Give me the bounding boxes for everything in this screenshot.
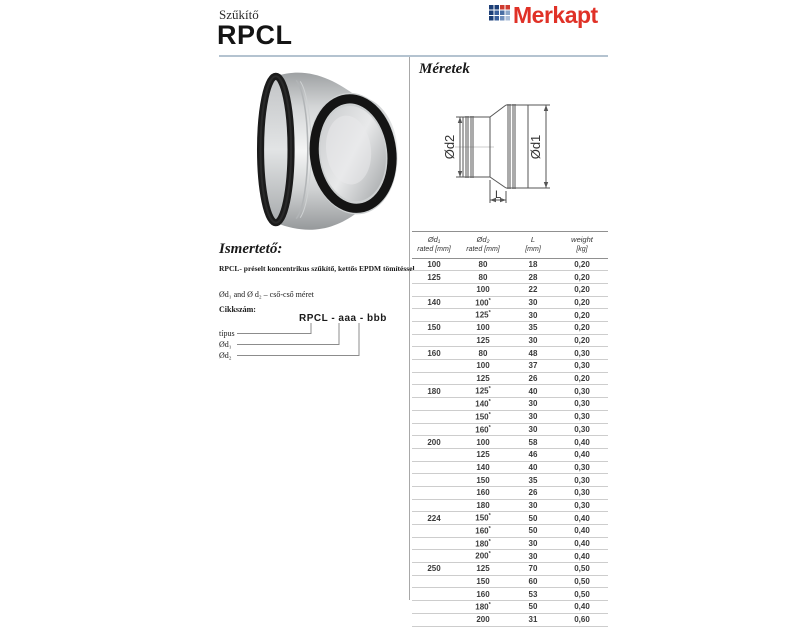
table-cell: 0,50 bbox=[574, 564, 590, 574]
table-cell: 125 bbox=[427, 272, 441, 282]
brand-name: Merkapt bbox=[513, 2, 598, 28]
dimensions-note: Ød₁ and Ø d₂ – cső-cső méret bbox=[219, 290, 314, 299]
table-cell: 0,20 bbox=[574, 336, 590, 346]
table-cell: 180* bbox=[475, 602, 491, 612]
table-cell: 180 bbox=[427, 386, 441, 396]
table-cell: 0,20 bbox=[574, 297, 590, 307]
table-cell: 35 bbox=[528, 475, 538, 485]
table-row bbox=[412, 550, 608, 563]
table-cell: 250 bbox=[427, 564, 441, 574]
table-cell: 0,20 bbox=[574, 272, 590, 282]
table-header-weight: weight [kg] bbox=[571, 235, 593, 254]
table-cell: 0,60 bbox=[574, 615, 590, 625]
table-cell: 180* bbox=[475, 538, 491, 549]
table-cell: 0,30 bbox=[574, 412, 590, 422]
table-cell: 200* bbox=[475, 551, 491, 562]
table-cell: 30 bbox=[528, 310, 538, 320]
merkapt-grid-icon bbox=[489, 5, 510, 26]
header-divider bbox=[219, 55, 608, 57]
table-cell: 180 bbox=[476, 500, 490, 510]
table-cell: 150* bbox=[475, 411, 491, 422]
table-row bbox=[412, 462, 608, 475]
table-cell: 18 bbox=[528, 259, 538, 269]
brand-logo bbox=[489, 2, 598, 28]
table-cell: 48 bbox=[528, 348, 538, 358]
table-cell: 0,30 bbox=[574, 361, 590, 371]
table-cell: 80 bbox=[478, 272, 488, 282]
table-cell: 50 bbox=[528, 526, 538, 536]
table-cell: 150 bbox=[476, 577, 490, 587]
product-photo bbox=[233, 60, 401, 238]
table-cell: 30 bbox=[528, 297, 538, 307]
table-cell: 53 bbox=[528, 589, 538, 599]
table-cell: 30 bbox=[528, 399, 538, 409]
table-row bbox=[412, 563, 608, 576]
sku-label: Cikkszám: bbox=[219, 305, 256, 314]
table-cell: 0,50 bbox=[574, 577, 590, 587]
table-cell: 0,30 bbox=[574, 424, 590, 434]
table-cell: 0,40 bbox=[574, 526, 590, 536]
table-cell: 0,20 bbox=[574, 285, 590, 295]
table-cell: 100 bbox=[476, 361, 490, 371]
table-row bbox=[412, 398, 608, 411]
table-cell: 35 bbox=[528, 323, 538, 333]
about-text: RPCL- préselt koncentrikus szűkítő, kettős EPDM tömítéssel bbox=[219, 264, 415, 273]
table-cell: 125 bbox=[476, 374, 490, 384]
legend-d1-label: Ød₁ bbox=[219, 340, 232, 349]
table-cell: 0,40 bbox=[574, 450, 590, 460]
table-cell: 70 bbox=[528, 564, 538, 574]
size-table-body bbox=[412, 259, 608, 627]
legend-type-label: típus bbox=[219, 329, 235, 338]
table-cell: 160* bbox=[475, 526, 491, 536]
table-row bbox=[412, 360, 608, 373]
table-cell: 60 bbox=[528, 577, 538, 587]
table-row bbox=[412, 297, 608, 310]
table-cell: 160 bbox=[476, 488, 490, 498]
table-row bbox=[412, 271, 608, 284]
table-cell: 30 bbox=[528, 412, 538, 422]
table-cell: 40 bbox=[528, 386, 538, 396]
table-cell: 200 bbox=[427, 437, 441, 447]
table-cell: 0,20 bbox=[574, 310, 590, 320]
table-cell: 0,30 bbox=[574, 462, 590, 472]
size-table bbox=[412, 231, 608, 627]
table-cell: 125 bbox=[476, 564, 490, 574]
table-cell: 50 bbox=[528, 602, 538, 612]
table-cell: 30 bbox=[528, 539, 538, 549]
table-row bbox=[412, 373, 608, 386]
table-cell: 0,30 bbox=[574, 475, 590, 485]
legend-d2-label: Ød₂ bbox=[219, 351, 232, 360]
sku-connector-lines bbox=[217, 319, 367, 364]
sizes-heading: Méretek bbox=[419, 61, 470, 77]
table-cell: 37 bbox=[528, 361, 538, 371]
table-cell: 125* bbox=[475, 310, 491, 320]
table-cell: 0,20 bbox=[574, 259, 590, 269]
table-row bbox=[412, 588, 608, 601]
table-row bbox=[412, 512, 608, 525]
table-row bbox=[412, 424, 608, 437]
table-cell: 28 bbox=[528, 272, 538, 282]
table-cell: 140 bbox=[476, 462, 490, 472]
table-row bbox=[412, 347, 608, 360]
table-cell: 0,30 bbox=[574, 399, 590, 409]
table-cell: 0,50 bbox=[574, 589, 590, 599]
table-cell: 40 bbox=[528, 462, 538, 472]
table-cell: 26 bbox=[528, 488, 538, 498]
table-row bbox=[412, 385, 608, 398]
table-cell: 0,30 bbox=[574, 488, 590, 498]
table-row bbox=[412, 487, 608, 500]
table-cell: 140* bbox=[475, 399, 491, 409]
table-row bbox=[412, 525, 608, 538]
table-cell: 80 bbox=[478, 259, 488, 269]
table-row bbox=[412, 500, 608, 513]
table-row bbox=[412, 335, 608, 348]
page-title: RPCL bbox=[217, 20, 293, 50]
table-cell: 150 bbox=[427, 323, 441, 333]
table-cell: 100 bbox=[476, 323, 490, 333]
table-cell: 30 bbox=[528, 551, 538, 561]
table-row bbox=[412, 436, 608, 449]
about-heading: Ismertető: bbox=[219, 241, 283, 257]
table-row bbox=[412, 576, 608, 589]
dimension-drawing bbox=[442, 90, 612, 208]
table-cell: 125 bbox=[476, 450, 490, 460]
column-divider bbox=[409, 57, 410, 600]
table-cell: 58 bbox=[528, 437, 538, 447]
table-cell: 100 bbox=[476, 437, 490, 447]
table-cell: 160 bbox=[427, 348, 441, 358]
table-cell: 30 bbox=[528, 424, 538, 434]
table-row bbox=[412, 449, 608, 462]
table-header-length: L [mm] bbox=[525, 235, 541, 254]
table-cell: 31 bbox=[528, 615, 538, 625]
table-cell: 160* bbox=[475, 424, 491, 435]
table-cell: 100 bbox=[476, 285, 490, 295]
drawing-d2-label: Ød2 bbox=[442, 134, 457, 160]
table-row bbox=[412, 259, 608, 272]
table-cell: 0,20 bbox=[574, 374, 590, 384]
table-cell: 160 bbox=[476, 589, 490, 599]
table-cell: 30 bbox=[528, 500, 538, 510]
table-header-d1: Ød₁ rated [mm] bbox=[417, 235, 451, 254]
table-cell: 0,30 bbox=[574, 386, 590, 396]
size-table-header bbox=[412, 231, 608, 259]
table-cell: 30 bbox=[528, 336, 538, 346]
table-cell: 224 bbox=[427, 513, 441, 523]
table-cell: 0,20 bbox=[574, 323, 590, 333]
table-cell: 26 bbox=[528, 374, 538, 384]
table-row bbox=[412, 538, 608, 551]
table-cell: 46 bbox=[528, 450, 538, 460]
table-cell: 80 bbox=[478, 348, 488, 358]
table-cell: 125* bbox=[475, 386, 491, 397]
drawing-d1-label: Ød1 bbox=[528, 134, 543, 160]
table-cell: 0,30 bbox=[574, 500, 590, 510]
table-cell: 0,40 bbox=[574, 513, 590, 523]
product-category: Szűkítő bbox=[219, 7, 259, 22]
table-cell: 0,40 bbox=[574, 602, 590, 612]
table-row bbox=[412, 309, 608, 322]
table-cell: 200 bbox=[476, 615, 490, 625]
table-cell: 100* bbox=[475, 297, 491, 308]
table-cell: 0,40 bbox=[574, 437, 590, 447]
drawing-length-label: L bbox=[494, 189, 502, 201]
table-cell: 150 bbox=[476, 475, 490, 485]
table-cell: 140 bbox=[427, 297, 441, 307]
table-row bbox=[412, 411, 608, 424]
sku-pattern: RPCL - aaa - bbb bbox=[299, 313, 387, 324]
table-cell: 50 bbox=[528, 513, 538, 523]
table-cell: 0,40 bbox=[574, 539, 590, 549]
table-cell: 22 bbox=[528, 285, 538, 295]
table-row bbox=[412, 322, 608, 335]
table-row bbox=[412, 284, 608, 297]
table-header-d2: Ød₂ rated [mm] bbox=[466, 235, 500, 254]
table-cell: 150* bbox=[475, 513, 491, 523]
table-row bbox=[412, 614, 608, 627]
table-cell: 125 bbox=[476, 336, 490, 346]
table-cell: 0,40 bbox=[574, 551, 590, 561]
table-cell: 0,30 bbox=[574, 348, 590, 358]
table-cell: 100 bbox=[427, 259, 441, 269]
table-row bbox=[412, 601, 608, 614]
table-row bbox=[412, 474, 608, 487]
